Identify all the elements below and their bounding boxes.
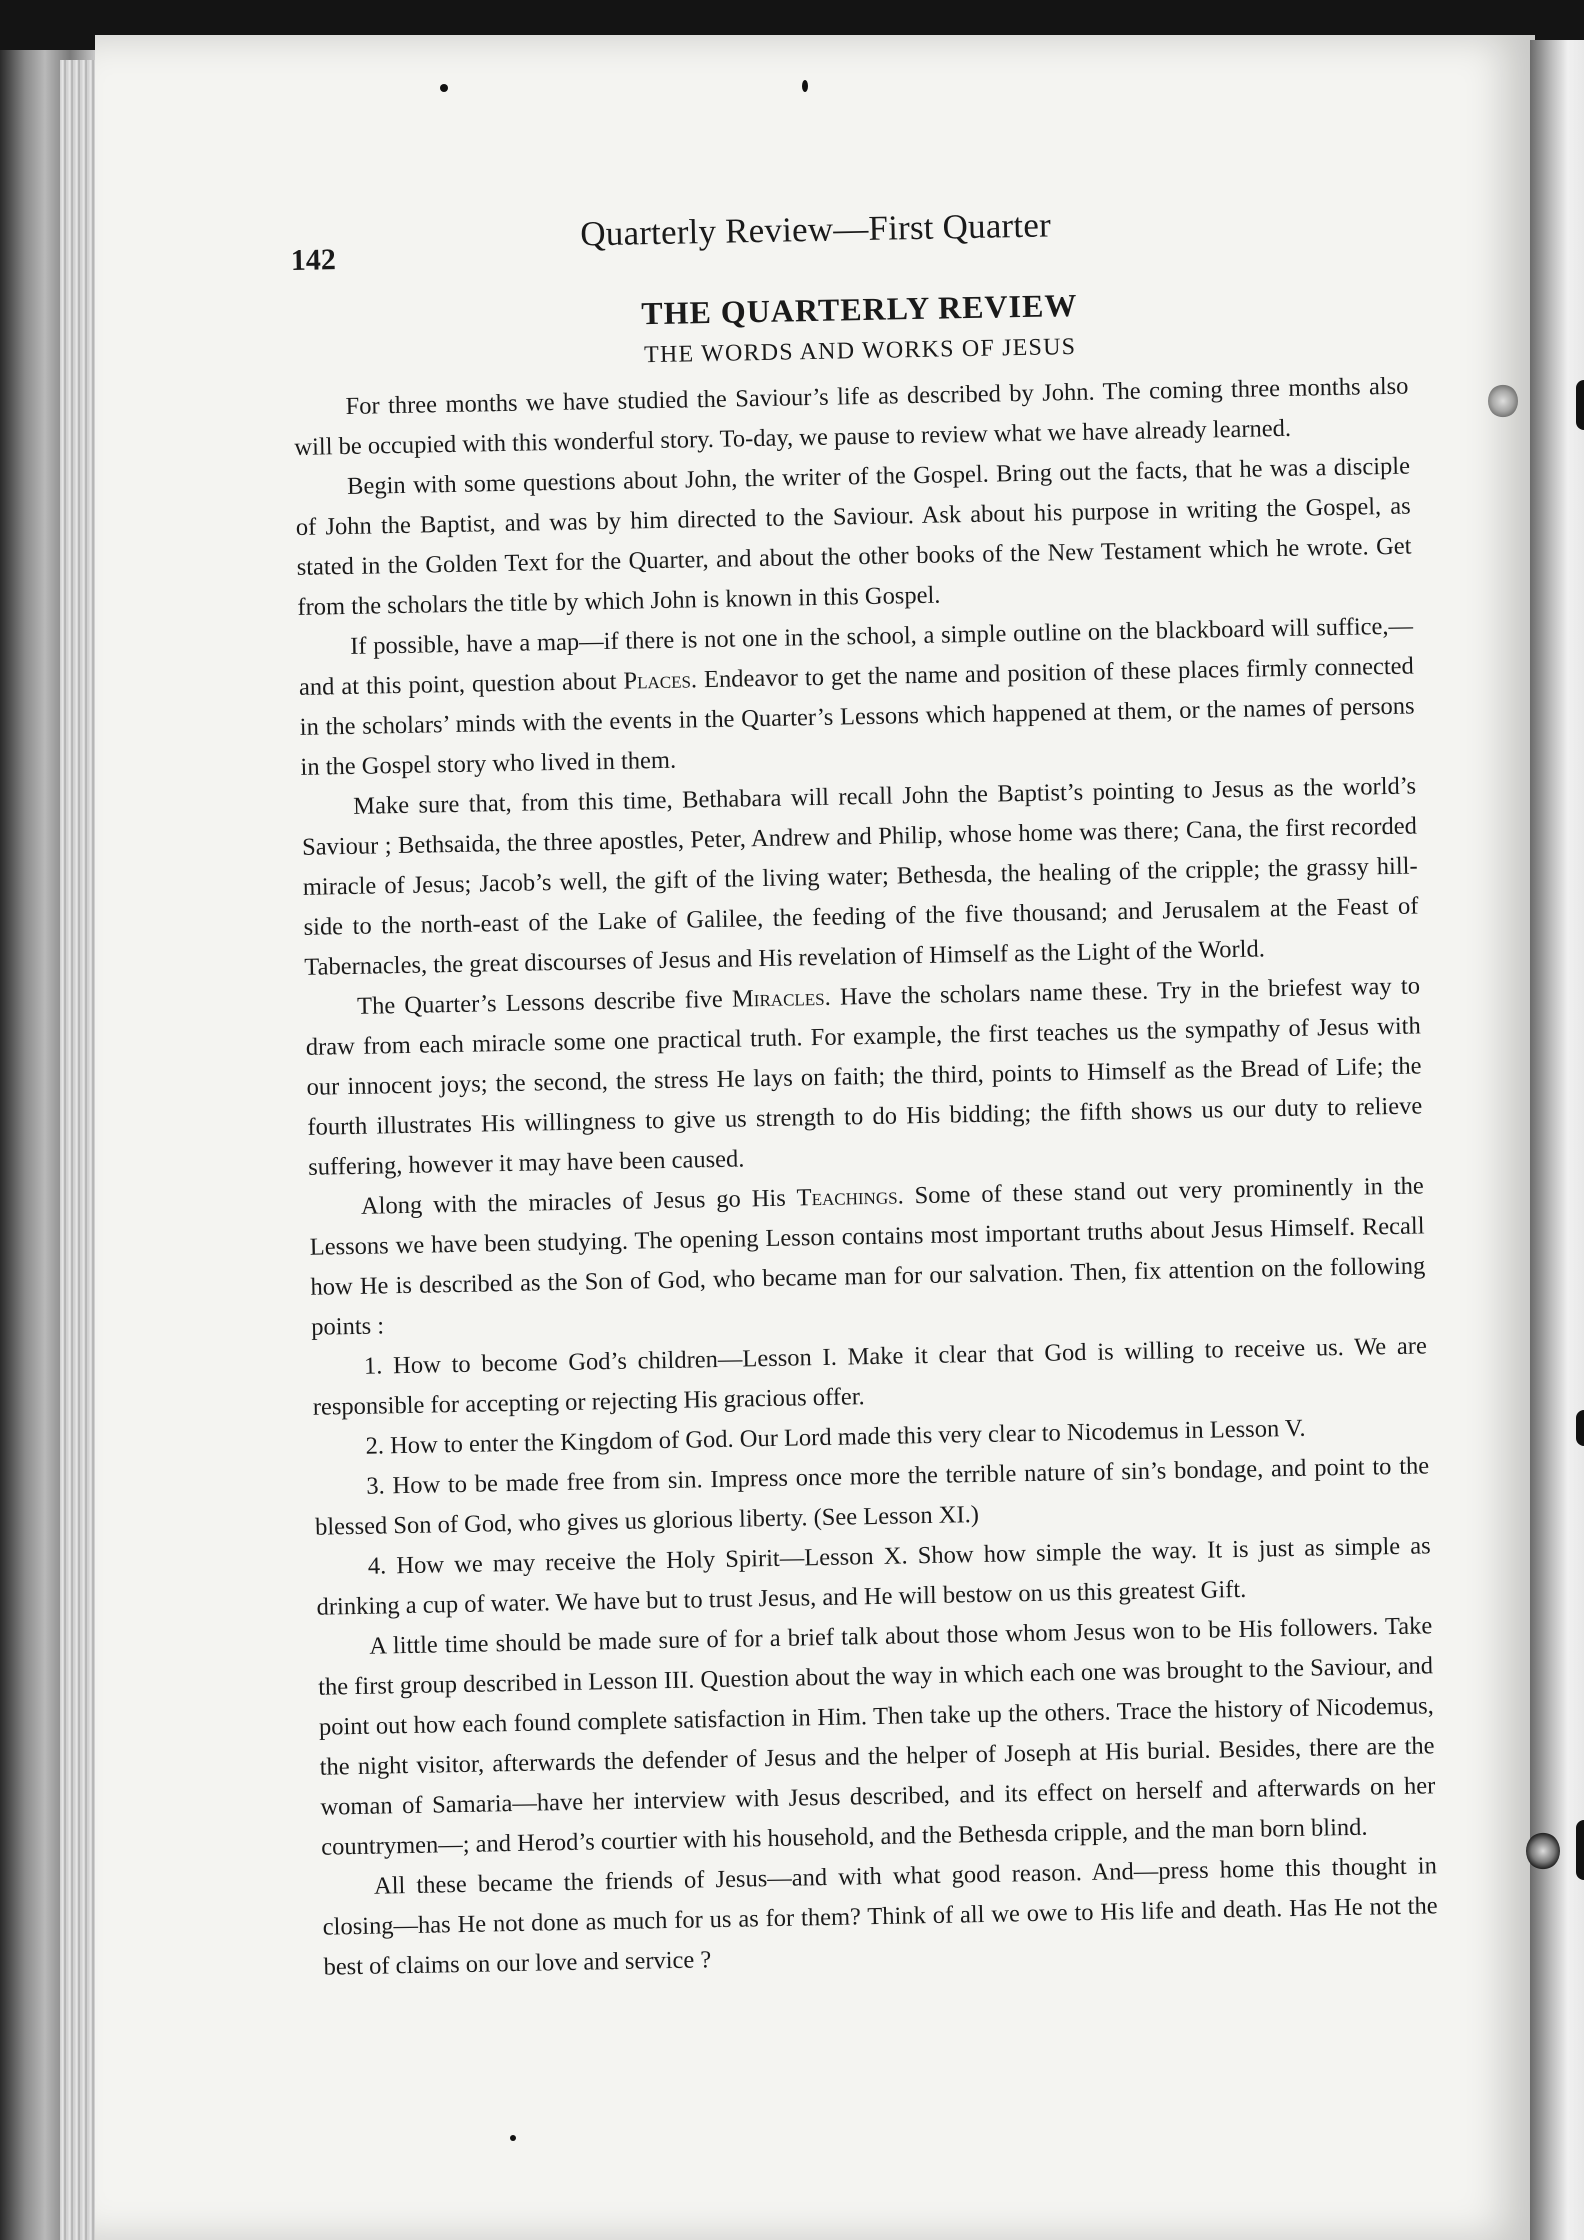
paragraph-intro: For three months we have studied the Saviour’s life as described by John. The coming three months also will be occupied with this wonderful story. To-day, we pause to review what we have already learned. (294, 372, 1409, 461)
ink-dot (510, 2135, 516, 2141)
paragraph-places (298, 607, 1416, 788)
paragraph-text: If possible, have a map—if there is not one in the school, a simple outline on the blackboard will suffice,—and at this point, question about (298, 612, 1414, 701)
page-tab-mark (1576, 1820, 1584, 1880)
running-head: Quarterly Review—First Quarter (579, 205, 1052, 254)
paragraph-miracles (305, 966, 1424, 1187)
keyword-miracles: Miracles (731, 983, 825, 1013)
point-3: 3. How to be made free from sin. Impress once more the terrible nature of sin’s bondage, and point to the blessed Son of God, who gives us glorious liberty. (See Lesson XI.) (314, 1452, 1430, 1541)
facing-page-edge (1530, 40, 1584, 2240)
point-2: 2. How to enter the Kingdom of God. Our Lord made this very clear to Nicodemus in Lesson V. (365, 1414, 1306, 1460)
page-tab-mark (1576, 1410, 1584, 1446)
paragraph-followers: A little time should be made sure of for a brief talk about those whom Jesus won to be His followers. Take the first group described in Lesson III. Question about the way in which each one was brought to the Saviour, and point out how each found complete satisfaction in Him. Then take up the others. Trace the history of Nicodemus, the night visitor, afterwards the defender of Jesus and the helper of Joseph at His burial. Besides, there are the woman of Samaria—have her interview with Jesus described, and its effect on herself and afterwards on her countrymen—; and Herod’s courtier with his household, and the Bethesda cripple, and the man born blind. (317, 1612, 1436, 1861)
paragraph-text: . Endeavor to get the name and position of these places firmly connected in the scholars’ minds with the events in the Quarter’s Lessons which happened at them, or the names of persons in the Gospel story who lived in them. (299, 652, 1415, 781)
page-edges (60, 60, 100, 2240)
point-1: 1. How to become God’s children—Lesson I. Make it clear that God is willing to receive us. We are responsible for accepting or rejecting His gracious offer. (312, 1332, 1428, 1421)
section-subtitle: THE WORDS AND WORKS OF JESUS (643, 333, 1077, 369)
page-tab-mark (1576, 380, 1584, 430)
section-title: THE QUARTERLY REVIEW (640, 286, 1078, 332)
binding-ring-hole (1526, 1832, 1560, 1870)
binding-ring-hole (1488, 384, 1518, 418)
paragraph-text: Along with the miracles of Jesus go His (360, 1184, 797, 1220)
page-number: 142 (290, 243, 337, 277)
paragraph-about-john: Begin with some questions about John, the writer of the Gospel. Bring out the facts, that he was a disciple of John the Baptist, and was by him directed to the Saviour. Ask about his purpose in writing the Gospel, as stated in the Golden Text for the Quarter, and about the other books of the New Testament which he wrote. Get from the scholars the title by which John is known in this Gospel. (295, 452, 1412, 621)
paragraph-text: The Quarter’s Lessons describe five (356, 985, 733, 1020)
paragraph-text: . Have the scholars name these. Try in the briefest way to draw from each miracle some one practical truth. For example, the first teaches us the sympathy of Jesus with our innocent joys; the second, the stress He lays on faith; the third, points to Himself as the Bread of Life; the fourth illustrates His willingness to give us strength to do His bidding; the fifth shows us our duty to relieve suffering, however it may have been caused. (305, 972, 1423, 1181)
paragraph-closing: All these became the friends of Jesus—and with what good reason. And—press home this thought in closing—has He not done as much for us as for them? Think of all we owe to His life and death. Has He not the best of claims on our love and service ? (322, 1852, 1438, 1981)
point-4: 4. How we may receive the Holy Spirit—Lesson X. Show how simple the way. It is just as simple as drinking a cup of water. We have but to trust Jesus, and He will bestow on us this greatest Gift. (316, 1532, 1431, 1621)
article-body (293, 367, 1439, 1988)
paragraph-teachings (309, 1166, 1427, 1347)
paragraph-text: . Some of these stand out very prominently in the Lessons we have been studying. The opening Lesson contains most important truths about Jesus Himself. Recall how He is described as the Son of God, who became man for our salvation. Then, fix attention on the following points : (309, 1172, 1426, 1341)
ink-dot (802, 80, 808, 92)
ink-dot (440, 84, 448, 92)
keyword-teachings: Teachings (796, 1182, 898, 1212)
page-content (290, 199, 1439, 1988)
paragraph-place-list: Make sure that, from this time, Bethabara will recall John the Baptist’s pointing to Jesus as the world’s Saviour ; Bethsaida, the three apostles, Peter, Andrew and Philip, whose home was there; Cana, the first recorded miracle of Jesus; Jacob’s well, the gift of the living water; Bethesda, the healing of the cripple; the grassy hill-side to the north-east of the Lake of Galilee, the feeding of the five thousand; and Jerusalem at the Feast of Tabernacles, the great discourses of Jesus and His revelation of Himself as the Light of the World. (301, 772, 1419, 981)
keyword-places: Places (623, 666, 692, 695)
